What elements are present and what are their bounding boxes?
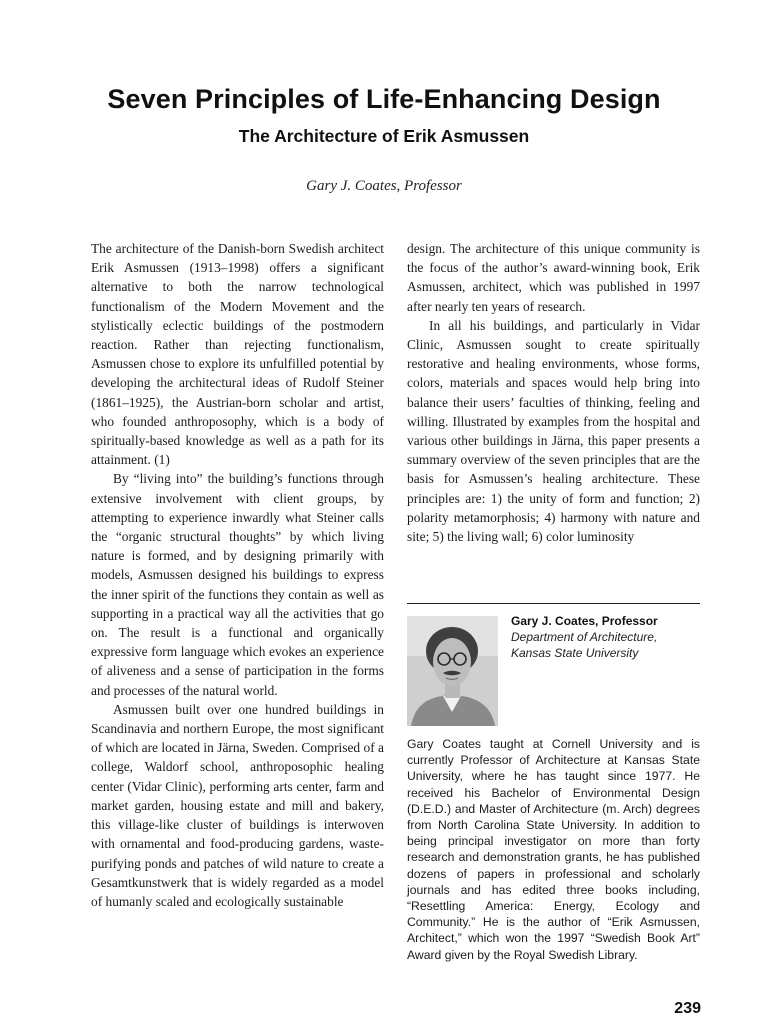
bio-department: Department of Architecture, bbox=[511, 630, 658, 644]
page-number: 239 bbox=[674, 1000, 701, 1017]
author-portrait-image bbox=[407, 616, 498, 726]
author-photo bbox=[407, 616, 498, 726]
bio-text: Gary Coates taught at Cornell University and is currently Professor of Architecture at Kansas State University, where he has taught since 1977. He received his Bachelor of Environmental Design (D.E.D.) and Master of Architecture (m. Arch) degrees from North Carolina State University. In addition to being principal investigator on more than forty research and demonstration grants, he has published dozens of papers in professional and scholarly journals and has edited three books including, “Resettling America: Energy, Ecology and Community.” He is the author of “Erik Asmussen, Architect,” which won the 1997 “Swedish Book Art” Award given by the Royal Swedish Library. bbox=[407, 737, 700, 962]
author-byline: Gary J. Coates, Professor bbox=[306, 178, 462, 194]
body-column-left bbox=[91, 239, 384, 911]
bio-header bbox=[511, 613, 701, 661]
paper-title: Seven Principles of Life-Enhancing Design bbox=[107, 84, 661, 114]
paragraph: By “living into” the building’s functions through extensive involvement with client groups, by attempting to experience inwardly what Steiner calls the “organic structural thoughts” by which living nature is formed, and by designing primarily with models, Asmussen designed his buildings to express the inner spirit of the functions they contain as well as supporting in a practical way all the activities that go on. The result is a functional and organically expressive form language which evokes an experience of aliveness and a sense of participation in the forms and processes of the natural world. bbox=[91, 471, 384, 698]
paragraph: design. The architecture of this unique community is the focus of the author’s award-winning book, Erik Asmussen, architect, which was published in 1997 after nearly ten years of research. bbox=[407, 241, 700, 314]
bio-university: Kansas State University bbox=[511, 646, 639, 660]
paragraph: In all his buildings, and particularly in Vidar Clinic, Asmussen sought to create spiritually restorative and healing environments, whose forms, colors, materials and spaces would help bring into balance their users’ faculties of thinking, feeling and willing. Illustrated by examples from the hospital and various other buildings in Järna, this paper presents a summary overview of the seven principles that are the basis for Asmussen’s healing architecture. These principles are: 1) the unity of form and function; 2) polarity metamorphosis; 4) harmony with nature and site; 5) the living wall; 6) color luminosity bbox=[407, 317, 700, 545]
bio-divider bbox=[407, 603, 700, 604]
paragraph: The architecture of the Danish-born Swedish architect Erik Asmussen (1913–1998) offers a significant alternative to both the narrow technological functionalism of the Modern Movement and the stylistically eclectic buildings of the postmodern reaction. Rather than rejecting functionalism, Asmussen chose to explore its unfulfilled potential by developing the architectural ideas of Rudolf Steiner (1861–1925), the Austrian-born scholar and artist, who founded anthroposophy, which is a body of spiritually-based knowledge as well as a path for its attainment. (1) bbox=[91, 241, 384, 468]
paragraph: Asmussen built over one hundred buildings in Scandinavia and northern Europe, the most significant of which are located in Järna, Sweden. Comprised of a college, Waldorf school, anthroposophic healing center (Vidar Clinic), performing arts center, farm and market garden, housing estate and mill and bakery, this village-like cluster of buildings is interwoven with ornamental and food-producing gardens, waste-purifying ponds and patches of wild nature to create a Gesamtkunstwerk that is widely regarded as a model of humanly scaled and ecologically sustainable bbox=[91, 701, 384, 909]
bio-name: Gary J. Coates, Professor bbox=[511, 614, 658, 628]
body-column-right bbox=[407, 239, 700, 546]
paper-subtitle: The Architecture of Erik Asmussen bbox=[238, 126, 530, 146]
